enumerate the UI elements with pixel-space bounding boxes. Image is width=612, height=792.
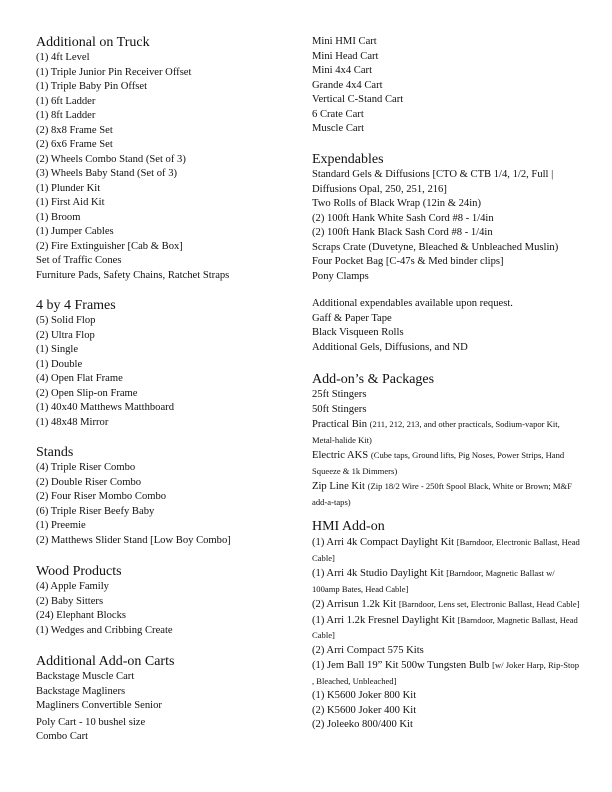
list-item: Four Pocket Bag [C-47s & Med binder clips] [312,256,504,267]
list-item: (4) Open Flat Frame [36,373,123,384]
list-item: Scraps Crate (Duvetyne, Bleached & Unbleached Muslin) [312,241,559,253]
list-item [312,388,582,403]
list-item: Backstage Muscle Cart [36,671,135,682]
list-item: Magliners Convertible Senior [36,700,162,711]
list-item: Pony Clamps [312,270,369,282]
list-item: (6) Triple Riser Beefy Baby [36,505,155,517]
section-additional-on-truck [36,34,298,283]
list-item: (1) Broom [36,211,81,223]
item-note: [Barndoor, Electronic Ballast, Head Cable] [312,537,580,563]
list-item: (4) Apple Family [36,581,109,592]
list-item: (1) 40x40 Matthews Matthboard [36,402,174,413]
list-item: (1) 8ft Ladder [36,110,96,121]
list-item: Set of Traffic Cones [36,255,122,266]
item-main: (1) Arri 4k Compact Daylight Kit [312,537,455,548]
list-item: Poly Cart - 10 bushel size [36,716,146,728]
item-main: Electric AKS [312,450,369,461]
list-item: (2) Ultra Flop [36,329,95,341]
item-main: (1) K5600 Joker 800 Kit [312,690,417,701]
list-item: (24) Elephant Blocks [36,610,127,621]
section-additional-add-on-carts [36,653,298,745]
list-item: (1) Double [36,358,83,370]
list-item: (1) Jumper Cables [36,226,114,237]
list-item: Grande 4x4 Cart [312,79,383,91]
list-item: (1) Wedges and Cribbing Create [36,624,173,636]
section-expendables [312,151,582,284]
list-item: (2) Fire Extinguisher [Cab & Box] [36,240,183,252]
item-main: (1) Jem Ball 19” Kit 500w Tungsten Bulb [312,660,490,671]
list-item: Additional Gels, Diffusions, and ND [312,341,468,353]
item-main: (2) Joleeko 800/400 Kit [312,719,413,730]
section-4-by-4-frames [36,297,298,430]
list-item: (1) 48x48 Mirror [36,416,109,428]
list-item: (2) 6x6 Frame Set [36,139,113,150]
section-wood-products [36,563,298,638]
list-item: (1) Single [36,344,79,355]
note-title: Additional expendables available upon request. [312,298,513,309]
list-item [312,479,582,510]
item-note: [Barndoor, Magnetic Ballast, Head Cable] [312,614,578,640]
item-note: [Barndoor, Magnetic Ballast w/ 100amp Bates, Head Cable] [312,568,555,594]
list-item: Backstage Magliners [36,685,126,697]
list-item: (1) First Aid Kit [36,197,105,208]
list-item [312,535,582,566]
list-item: (1) Plunder Kit [36,182,101,194]
item-main: (2) Arrisun 1.2k Kit [312,599,397,610]
item-main: 50ft Stingers [312,403,367,415]
list-item: (1) Triple Baby Pin Offset [36,81,148,92]
list-item [312,704,582,719]
item-main: 25ft Stingers [312,389,367,400]
list-item [312,718,582,733]
list-item [312,403,582,418]
list-item: Black Visqueen Rolls [312,327,404,338]
item-note: (211, 212, 213, and other practicals, Sodium-vapor Kit, Metal-halide Kit) [312,419,560,445]
item-main: (1) Arri 4k Studio Daylight Kit [312,568,444,579]
list-item [312,597,582,613]
list-item: (2) 8x8 Frame Set [36,124,113,136]
list-item: (1) Triple Junior Pin Receiver Offset [36,66,192,78]
section-additional-expendables [312,297,582,355]
list-item: Standard Gels & Diffusions [CTO & CTB 1/4, 1/2, Full | Diffusions Opal, 250, 251, 216] [312,169,554,195]
list-item: Two Rolls of Black Wrap (12in & 24in) [312,198,481,209]
section-stands [36,444,298,548]
list-item: (1) 6ft Ladder [36,95,96,107]
item-main: (2) Arri Compact 575 Kits [312,644,424,656]
section-title: Wood Products [36,564,122,579]
item-note: [w/ Joker Harp, Rip-Stop , Bleached, Unbleached] [312,660,579,686]
list-item: (1) 4ft Level [36,52,90,63]
list-item: Furniture Pads, Safety Chains, Ratchet Straps [36,269,230,281]
list-item [312,689,582,704]
list-item: (2) Four Riser Mombo Combo [36,491,167,502]
list-item: Mini 4x4 Cart [312,65,373,76]
section-title: Add-on’s & Packages [312,372,435,387]
list-item: (2) Open Slip-on Frame [36,387,138,399]
list-item: (2) 100ft Hank White Sash Cord #8 - 1/4in [312,212,494,224]
list-item [312,658,582,689]
item-main: Practical Bin [312,419,368,430]
section-title: Additional on Truck [36,35,150,50]
list-item: Mini HMI Cart [312,36,377,47]
list-item: (4) Triple Riser Combo [36,462,136,473]
section-add-ons-packages [312,371,582,510]
list-item [312,448,582,479]
list-item: Muscle Cart [312,123,365,134]
list-item: (2) 100ft Hank Black Sash Cord #8 - 1/4in [312,227,493,238]
list-item [312,613,582,644]
section-carts-continued [312,35,582,137]
section-title: Stands [36,445,74,460]
list-item [312,566,582,597]
list-item: (2) Wheels Combo Stand (Set of 3) [36,153,186,165]
section-title: Additional Add-on Carts [36,654,175,669]
list-item: (2) Baby Sitters [36,595,104,607]
list-item: (5) Solid Flop [36,315,96,326]
list-item: (2) Matthews Slider Stand [Low Boy Combo] [36,534,231,546]
list-item: Vertical C-Stand Cart [312,94,404,105]
item-main: (2) K5600 Joker 400 Kit [312,704,417,716]
list-item [312,644,582,659]
list-item: (1) Preemie [36,520,86,531]
item-note: (Zip 18/2 Wire - 250ft Spool Black, White or Brown; M&F add-a-taps) [312,481,572,507]
list-item: Mini Head Cart [312,50,379,62]
item-main: Zip Line Kit [312,481,365,492]
list-item [312,417,582,448]
list-item: Gaff & Paper Tape [312,312,392,324]
section-title: 4 by 4 Frames [36,298,116,313]
list-item: (2) Double Riser Combo [36,476,142,488]
list-item: 6 Crate Cart [312,108,364,120]
section-title: Expendables [312,152,384,167]
section-hmi-add-on [312,518,582,733]
section-title: HMI Add-on [312,519,385,534]
item-note: [Barndoor, Lens set, Electronic Ballast, Head Cable] [398,599,580,609]
list-item: (3) Wheels Baby Stand (Set of 3) [36,168,178,179]
list-item: Combo Cart [36,731,89,742]
item-main: (1) Arri 1.2k Fresnel Daylight Kit [312,614,455,626]
item-note: (Cube taps, Ground lifts, Pig Noses, Power Strips, Hand Squeeze & 1k Dimmers) [312,450,565,476]
